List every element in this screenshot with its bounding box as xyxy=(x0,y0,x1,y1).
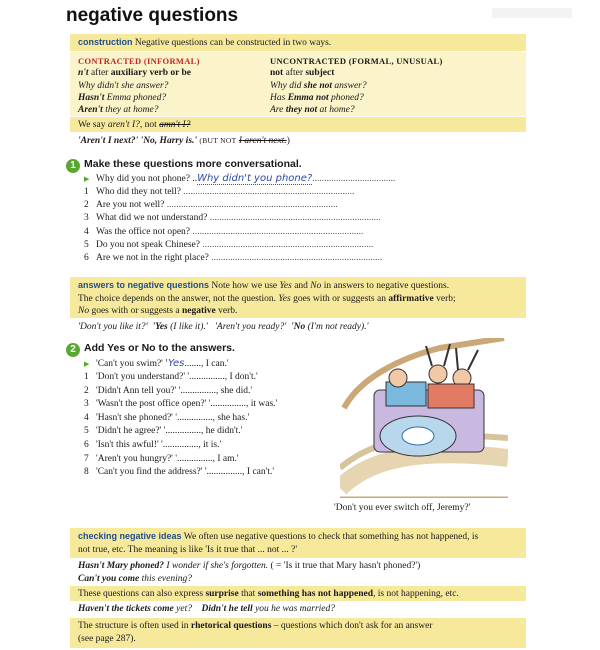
exercise-number-badge: 2 xyxy=(66,343,80,357)
checking-line-1: checking negative ideas We often use negative questions to check that something has not happened, is xyxy=(78,531,479,542)
contracted-label: CONTRACTED (INFORMAL) xyxy=(78,56,200,66)
answer-blank[interactable]: ........................................................................ xyxy=(207,213,381,224)
example-answer: Why didn't you phone? xyxy=(197,173,313,184)
construction-header-band xyxy=(70,34,526,51)
exercise-2-item: 1 'Don't you understand?' '..............., I don't.' xyxy=(84,372,258,382)
exercise-1-item: 4 Was the office not open? ........................................................................ xyxy=(84,226,364,237)
header-mark xyxy=(492,8,572,18)
arent-i-example: 'Aren't I next?' 'No, Harry is.' (BUT NOT I aren't next.) xyxy=(78,136,290,146)
answer-blank[interactable]: '..............., I can't.' xyxy=(204,467,275,478)
construction-label: construction xyxy=(78,37,133,47)
uncontracted-column xyxy=(270,55,443,116)
checking-box xyxy=(70,528,526,558)
exercise-number-badge: 1 xyxy=(66,159,80,173)
answer-blank[interactable]: '..............., she has.' xyxy=(175,412,250,423)
answers-box xyxy=(70,277,526,318)
example-answer: 'Yes xyxy=(165,358,185,369)
answer-blank[interactable]: '..............., she did.' xyxy=(178,385,253,396)
aren't-i-band xyxy=(70,117,526,132)
contracted-column xyxy=(78,55,200,116)
uncontracted-example: Why did she not answer? xyxy=(270,80,367,91)
rollercoaster-cartoon xyxy=(340,338,508,498)
exercise-1-item: 3 What did we not understand? ........................................................................ xyxy=(84,213,381,224)
contracted-example: Hasn't Emma phoned? xyxy=(78,92,167,103)
construction-intro: Negative questions can be constructed in two ways. xyxy=(134,38,332,48)
answer-blank[interactable]: '..............., it was.' xyxy=(208,399,278,410)
checking-line-2: not true, etc. The meaning is like 'Is it true that ... not ... ?' xyxy=(78,544,298,555)
construction-body xyxy=(70,52,526,116)
contracted-example: Aren't they at home? xyxy=(78,105,159,116)
exercise-1-heading: 1 Make these questions more conversational. xyxy=(66,158,302,173)
uncontracted-rule: not after subject xyxy=(270,68,335,79)
exercise-2-item: 8 'Can't you find the address?' '..............., I can't.' xyxy=(84,467,275,478)
uncontracted-example: Are they not at home? xyxy=(270,105,355,116)
exercise-2-item: 5 'Didn't he agree?' '..............., he didn't.' xyxy=(84,426,243,437)
exercise-2-item: 4 'Hasn't she phoned?' '..............., she has.' xyxy=(84,412,250,423)
play-triangle-icon: ▶ xyxy=(84,360,90,368)
exercise-1-example: ▶ Why did you not phone? ..Why didn't you phone?................................... xyxy=(84,173,396,184)
answer-blank[interactable]: ........................................................................ xyxy=(180,187,355,197)
answer-blank[interactable]: ........................................................................ xyxy=(164,200,338,211)
exercise-2-item: 2 'Didn't Ann tell you?' '..............., she did.' xyxy=(84,385,253,396)
rhetorical-band xyxy=(70,618,526,648)
surprise-examples: Haven't the tickets come yet? Didn't he tell you he was married? xyxy=(78,604,336,614)
answer-blank[interactable]: ........................................................................ xyxy=(199,239,374,250)
answer-blank[interactable]: ........................................................................ xyxy=(190,226,364,237)
contracted-example: Why didn't she answer? xyxy=(78,80,169,91)
answers-line-2: The choice depends on the answer, not the question. Yes goes with or suggests an affirmative verb; xyxy=(78,293,456,304)
answers-line-3: No goes with or suggests a negative verb. xyxy=(78,306,238,316)
page-title: negative questions xyxy=(66,5,239,26)
checking-examples: Hasn't Mary phoned? I wonder if she's forgotten. ( = 'Is it true that Mary hasn't phoned?') Can't you come this evening? xyxy=(78,561,421,584)
exercise-2-item: 6 'Isn't this awful!' '..............., it is.' xyxy=(84,440,222,450)
uncontracted-example: Has Emma not phoned? xyxy=(270,92,364,103)
answer-blank[interactable]: '..............., he didn't.' xyxy=(163,426,243,437)
surprise-line: These questions can also express surprise that something has not happened, is not happening, etc. xyxy=(78,589,459,599)
exercise-1-item: 6 Are we not in the right place? ........................................................................ xyxy=(84,253,383,263)
answer-blank[interactable]: '..............., I am.' xyxy=(175,453,239,464)
answers-line-1: answers to negative questions Note how we use Yes and No in answers to negative questions. xyxy=(78,280,450,291)
exercise-2-example: ▶ 'Can't you swim?' 'Yes......., I can.' xyxy=(84,358,229,369)
exercise-2-heading: 2 Add Yes or No to the answers. xyxy=(66,342,235,357)
play-triangle-icon: ▶ xyxy=(84,175,90,183)
surprise-band xyxy=(70,586,526,601)
answer-blank[interactable]: '..............., it is.' xyxy=(161,440,222,450)
exercise-1-item: 1 Who did they not tell? ........................................................................ xyxy=(84,187,355,197)
answer-blank[interactable]: ........................................................................ xyxy=(208,253,383,263)
exercise-1-item: 2 Are you not well? ........................................................................ xyxy=(84,200,338,211)
exercise-2-item: 3 'Wasn't the post office open?' '..............., it was.' xyxy=(84,399,278,410)
arent-i-note: We say aren't I?, not amn't I? xyxy=(78,120,191,130)
contracted-rule: n't after auxiliary verb or be xyxy=(78,68,192,79)
cartoon-caption: 'Don't you ever switch off, Jeremy?' xyxy=(334,503,471,513)
uncontracted-label: UNCONTRACTED (FORMAL, UNUSUAL) xyxy=(270,56,443,66)
exercise-1-item: 5 Do you not speak Chinese? ........................................................................ xyxy=(84,239,374,250)
answers-example: 'Don't you like it?' 'Yes (I like it).' 'Aren't you ready?' 'No (I'm not ready).' xyxy=(78,322,369,332)
rhetorical-line: The structure is often used in rhetorical questions – questions which don't ask for an answer (see page 287). xyxy=(78,621,433,644)
exercise-2-item: 7 'Aren't you hungry?' '..............., I am.' xyxy=(84,453,239,464)
answer-blank[interactable]: '..............., I don't.' xyxy=(187,372,258,382)
